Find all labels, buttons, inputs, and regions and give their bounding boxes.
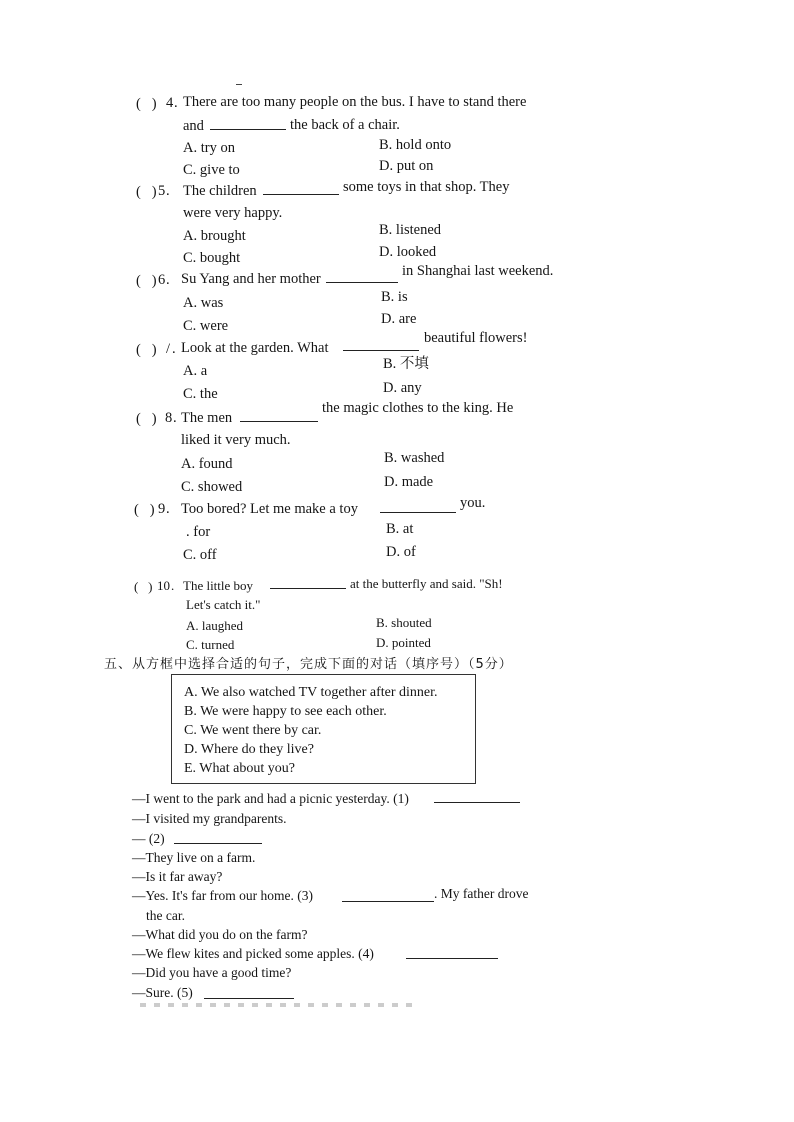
question-number: 6 <box>158 272 166 288</box>
answer-blank-5[interactable] <box>204 986 294 999</box>
answer-blank[interactable] <box>343 338 419 351</box>
question-stem: the back of a chair. <box>290 117 400 133</box>
answer-paren[interactable]: ( ) <box>134 579 153 594</box>
cropped-text-fragment <box>140 1003 420 1007</box>
question-stem: Let's catch it." <box>186 597 261 612</box>
scan-mark <box>236 84 242 85</box>
option-b: B. hold onto <box>379 137 452 153</box>
answer-blank-4[interactable] <box>406 946 498 959</box>
dialogue-line: the car. <box>146 908 185 923</box>
box-option-d: D. Where do they live? <box>184 742 314 757</box>
options-box <box>171 674 476 784</box>
question-stem: the magic clothes to the king. He <box>322 400 514 416</box>
option-a: A. try on <box>183 140 235 156</box>
question-stem: Su Yang and her mother <box>181 271 321 287</box>
box-option-c: C. We went there by car. <box>184 723 322 738</box>
option-d: D. pointed <box>376 635 431 650</box>
question-stem: The little boy <box>183 578 254 593</box>
question-stem: Look at the garden. What <box>181 340 329 356</box>
option-d: D. of <box>386 544 416 560</box>
option-b: B. listened <box>379 222 442 238</box>
dialogue-line: —Yes. It's far from our home. (3) <box>132 888 314 903</box>
dialogue-line: —I went to the park and had a picnic yesterday. (1) <box>132 791 409 806</box>
dialogue-line: —What did you do on the farm? <box>132 927 308 942</box>
option-c: C. showed <box>181 479 243 495</box>
question-stem: The men <box>181 410 233 426</box>
dialogue-line: — (2) <box>132 831 165 846</box>
option-d: D. any <box>383 380 422 396</box>
question-number: 5 <box>158 183 166 199</box>
option-c: C. the <box>183 386 218 402</box>
option-a: . for <box>186 524 211 540</box>
option-c: C. off <box>183 547 217 563</box>
option-c: C. bought <box>183 250 241 266</box>
option-a: A. a <box>183 363 208 379</box>
answer-paren[interactable]: ( ) <box>136 273 157 289</box>
dialogue-line: —Did you have a good time? <box>132 965 292 980</box>
option-c: C. were <box>183 318 229 334</box>
answer-paren[interactable]: ( ) <box>136 342 157 358</box>
exam-page: ( ) 4 . There are too many people on the bus. I have to stand there and the back of a chair. A. try on B. hold onto C. give to D. put on ( ) 5 . The children some toys in that shop. They were very happy. A. brought B. listened C. bought D. looked ( ) 6 . Su Yang and her mother in Shanghai last weekend. A. was B. is C. were D. are ( ) / . Look at the garden. What beautiful flowers! A. a B. 不填 C. the D. any ( ) 8 . The men the magic clothes to the king. He liked it very much. A. found B. washed C. showed D. made ( ) 9 . Too bored? Let me make a toy you. . for B. at C. off D. of ( ) 10 . The little boy at the butterfly and said. "Sh! Let's catch it." A. laughed B. shouted C. turned D. pointed 五、从方框中选择合适的句子，完成下面的对话（填序号）（5分） A. We also watched TV together after dinner. B. We were happy to see each other. C. We went there by car. D. Where do they live? E. What about you? —I went to the park and had a picnic yesterday. (1) —I visited my grandparents. — (2) —They live on a farm. —Is it far away? —Yes. It's far from our home. (3) . My father drove the car. —What did you do on the farm? —We flew kites and picked some apples. (4) —Did you have a good time? —Sure. (5) <box>0 0 794 1122</box>
answer-blank[interactable] <box>263 182 339 195</box>
option-d: D. looked <box>379 244 437 260</box>
answer-blank[interactable] <box>240 409 318 422</box>
question-number: 8 <box>165 410 173 426</box>
dialogue-line: —They live on a farm. <box>132 850 256 865</box>
option-a: A. brought <box>183 228 246 244</box>
question-stem: were very happy. <box>183 205 283 221</box>
option-c: C. turned <box>186 637 235 652</box>
option-a: A. laughed <box>186 618 244 633</box>
question-stem: and <box>183 118 204 134</box>
answer-paren[interactable]: ( ) <box>136 411 157 427</box>
box-option-b: B. We were happy to see each other. <box>184 704 387 719</box>
answer-paren[interactable]: ( ) <box>134 502 155 518</box>
box-option-e: E. What about you? <box>184 761 295 776</box>
question-stem: some toys in that shop. They <box>343 179 510 195</box>
option-b: B. washed <box>384 450 445 466</box>
question-stem: The children <box>183 183 257 199</box>
option-c: C. give to <box>183 162 240 178</box>
dialogue-line: —I visited my grandparents. <box>132 811 287 826</box>
option-b: B. 不填 <box>383 356 429 372</box>
answer-blank[interactable] <box>270 576 346 589</box>
answer-blank-2[interactable] <box>174 831 262 844</box>
option-d: D. put on <box>379 158 434 174</box>
question-stem: Too bored? Let me make a toy <box>181 501 358 517</box>
question-stem: you. <box>460 495 486 511</box>
section-heading: 五、从方框中选择合适的句子，完成下面的对话（填序号）（5分） <box>104 657 513 672</box>
answer-paren[interactable]: ( ) <box>136 184 157 200</box>
option-d: D. made <box>384 474 434 490</box>
option-b: B. at <box>386 521 414 537</box>
answer-blank[interactable] <box>326 270 398 283</box>
question-stem: in Shanghai last weekend. <box>402 263 554 279</box>
question-stem: liked it very much. <box>181 432 291 448</box>
question-stem: beautiful flowers! <box>424 330 528 346</box>
option-a: A. was <box>183 295 224 311</box>
answer-blank[interactable] <box>380 500 456 513</box>
answer-paren[interactable]: ( ) <box>136 96 157 112</box>
question-number: / <box>166 341 171 357</box>
answer-blank[interactable] <box>210 117 286 130</box>
answer-blank-1[interactable] <box>434 790 520 803</box>
question-number: 10 <box>157 578 170 593</box>
dialogue-line: —Is it far away? <box>132 869 223 884</box>
dialogue-line: —Sure. (5) <box>132 985 193 1000</box>
dialogue-line: —We flew kites and picked some apples. (4) <box>132 946 374 961</box>
question-number: 9 <box>158 501 166 517</box>
dialogue-line: . My father drove <box>434 886 529 901</box>
option-b: B. shouted <box>376 615 432 630</box>
question-stem: at the butterfly and said. "Sh! <box>350 576 503 591</box>
box-option-a: A. We also watched TV together after dinner. <box>184 685 438 700</box>
answer-blank-3[interactable] <box>342 889 434 902</box>
question-stem: There are too many people on the bus. I have to stand there <box>183 94 527 110</box>
question-number: 4 <box>166 95 174 111</box>
option-a: A. found <box>181 456 233 472</box>
option-b: B. is <box>381 289 408 305</box>
option-d: D. are <box>381 311 417 327</box>
